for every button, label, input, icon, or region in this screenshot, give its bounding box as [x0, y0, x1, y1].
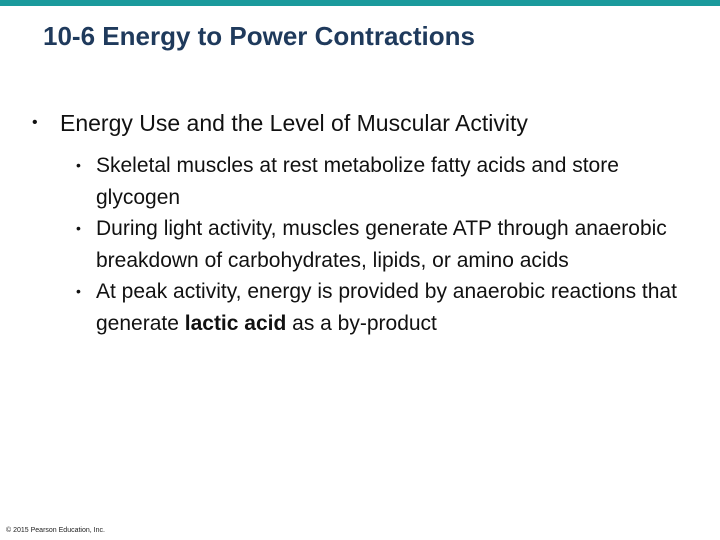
bullet-glyph: • [76, 220, 81, 236]
top-accent-bar [0, 0, 720, 6]
slide-content [27, 106, 697, 339]
sub-bullet-peak-activity [74, 276, 697, 339]
bullet-glyph: • [76, 283, 81, 299]
sub-bullet-text: During light activity, muscles generate ATP through anaerobic breakdown of carbohydrates, lipids, or amino acids [96, 217, 667, 272]
sub-bullet-light-activity [74, 213, 697, 276]
bullet-glyph: • [76, 157, 81, 173]
bullet-energy-use [27, 106, 697, 140]
sub-bullet-text-after: as a by-product [286, 311, 437, 335]
copyright-notice: © 2015 Pearson Education, Inc. [6, 527, 105, 534]
sub-bullet-text: Skeletal muscles at rest metabolize fatty acids and store glycogen [96, 154, 619, 209]
bullet-text: Energy Use and the Level of Muscular Activity [60, 110, 528, 136]
slide-title: 10-6 Energy to Power Contractions [43, 21, 475, 51]
bullet-glyph: • [32, 114, 38, 131]
sub-bullet-list [74, 150, 697, 339]
sub-bullet-text-before: At peak activity, energy is provided by anaerobic reactions that generate [96, 280, 677, 335]
sub-bullet-rest [74, 150, 697, 213]
term-lactic-acid: lactic acid [184, 311, 287, 335]
